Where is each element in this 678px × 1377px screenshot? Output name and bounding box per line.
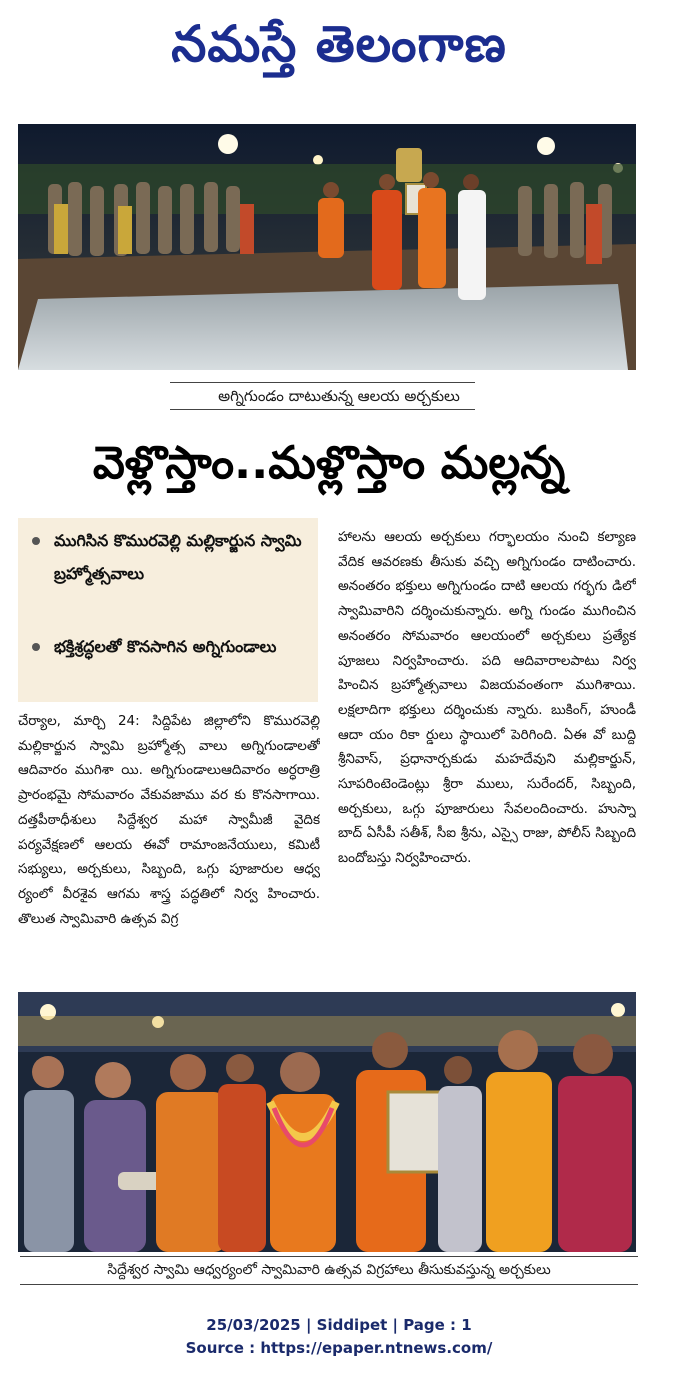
fire-walk-photo: [18, 124, 636, 370]
highlights-box: [18, 518, 318, 702]
article-column-1: చేర్యాల, మార్చి 24: సిద్దిపేట జిల్లాలోని కొమురవెల్లి మల్లికార్జున స్వామి బ్రహ్మోత్స వాలు అగ్నిగుండాలతో ఆదివారం ముగిశా యి. అగ్నిగుండాలుఆదివారం అర్ధరాత్రి ప్రారంభమై సోమవారం వేకువజాము వర కు కొనసాగాయి. దత్తపీఠాధీశులు సిద్దేశ్వర మహా స్వామీజీ వైదిక పర్యవేక్షణలో ఆలయ ఈవో రామాంజనేయులు, కమిటీ సభ్యులు, అర్చకులు, సిబ్బంది, ఒగ్గు పూజారుల ఆధ్వ ర్యంలో వీరశైవ ఆగమ శాస్త్ర పద్ధతిలో నిర్వ హించారు. తొలుత స్వామివారి ఉత్సవ విగ్ర: [18, 713, 320, 927]
masthead: [0, 0, 678, 95]
footer-source-link[interactable]: Source : https://epaper.ntnews.com/: [185, 1339, 493, 1357]
photo1-caption: అగ్నిగుండం దాటుతున్న ఆలయ అర్చకులు: [218, 387, 460, 405]
caption2-rule-bottom: [20, 1284, 638, 1285]
highlight-text: భక్తిశ్రద్ధలతో కొనసాగిన అగ్నిగుండాలు: [54, 637, 277, 656]
caption2-rule-top: [20, 1256, 638, 1257]
caption1-rule-top: [170, 382, 475, 383]
bullet-icon: [32, 643, 40, 651]
footer-dateline: 25/03/2025 | Siddipet | Page : 1: [206, 1316, 472, 1334]
photo2-caption: సిద్దేశ్వర స్వామి ఆధ్వర్యంలో స్వామివారి ఉత్సవ విగ్రహాలు తీసుకువస్తున్న అర్చకులు: [107, 1262, 551, 1278]
bullet-icon: [32, 537, 40, 545]
procession-photo: [18, 992, 636, 1252]
dateline-strip: [28, 96, 468, 106]
headline: వెళ్లొస్తాం..మళ్లొస్తాం మల్లన్న: [92, 436, 566, 489]
article-column-2: హాలను ఆలయ అర్చకులు గర్భాలయం నుంచి కల్యాణ వేదిక ఆవరణకు తీసుకు వచ్చి అగ్నిగుండం దాటించారు. అనంతరం భక్తులు అగ్నిగుండం దాటి ఆలయ గర్భగు డిలో స్వామివారిని దర్శించుకున్నారు. అగ్ని గుండం ముగించిన అనంతరం సోమవారం ఆలయంలో అర్చకులు ప్రత్యేక పూజలు నిర్వహించారు. పది ఆదివారాలపాటు నిర్వ హించిన బ్రహ్మోత్సవాలు విజయవంతంగా ముగిశాయి. లక్షలాదిగా భక్తులు దర్శించుకు న్నారు. బుకింగ్, హుండీ ఆదా యం రికా ర్డులు స్థాయిలో పెరిగింది. ఏఈ వో బుద్ది శ్రీనివాస్, ప్రధానార్చకుడు మహదేవుని మల్లికార్జున్, సూపరింటెండెంట్లు శ్రీరా ములు, సురేందర్, సిబ్బంది, అర్చకులు, ఒగ్గు పూజారులు సేవలందించారు. హుస్నా బాద్ ఏసీపీ సతీశ్, సీఐ శ్రీను, ఎస్సై రాజు, పోలీస్ సిబ్బంది బందోబస్తు నిర్వహించారు.: [338, 529, 636, 867]
highlight-text: ముగిసిన కొమురవెల్లి మల్లికార్జున స్వామి బ్రహ్మోత్సవాలు: [54, 531, 302, 583]
masthead-title: నమస్తే తెలంగాణ: [171, 14, 507, 73]
caption1-rule-bottom: [170, 409, 475, 410]
